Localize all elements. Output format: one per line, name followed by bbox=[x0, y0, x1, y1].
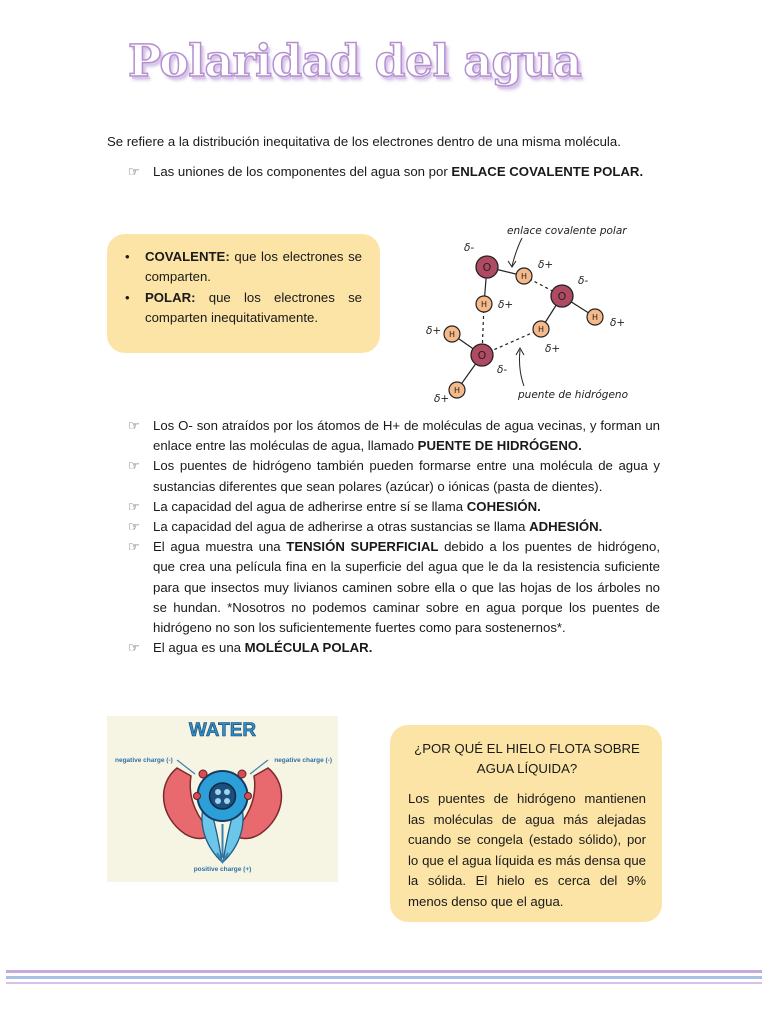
footer-line-lilac bbox=[6, 982, 762, 984]
definition-polar bbox=[125, 288, 362, 328]
footer-line-purple bbox=[6, 970, 762, 973]
delta-minus-label: δ- bbox=[578, 275, 589, 287]
hydrogen-atom bbox=[449, 382, 465, 398]
water-title: WATER bbox=[188, 720, 257, 741]
list-item bbox=[128, 537, 660, 638]
hydrogen-atom bbox=[516, 268, 532, 284]
svg-text:O: O bbox=[482, 261, 492, 274]
facts-list bbox=[128, 416, 660, 658]
hydrogen-bond-diagram bbox=[412, 218, 642, 410]
answer-text: Los puentes de hidrógeno mantienen las moléculas de agua más alejadas cuando se congela (estado sólido), por lo que el agua líquida es más densa que la sólida. El hielo es cerca del 9% menos denso que el agua. bbox=[408, 791, 646, 909]
definition-covalente bbox=[125, 247, 362, 287]
definitions-list bbox=[125, 247, 362, 328]
list-item bbox=[128, 638, 660, 658]
delta-plus-label: δ+ bbox=[498, 299, 514, 311]
list-item bbox=[128, 497, 660, 517]
bullet-dot-icon: • bbox=[125, 249, 130, 264]
covalent-bond-label: enlace covalente polar bbox=[507, 225, 627, 237]
definition-text: que los electrones se comparten. bbox=[145, 249, 362, 284]
oxygen-atom bbox=[471, 344, 493, 366]
pointing-hand-icon: ☞ bbox=[128, 418, 140, 433]
svg-text:H: H bbox=[453, 386, 461, 395]
list-item bbox=[128, 456, 660, 496]
pointing-hand-icon: ☞ bbox=[128, 164, 140, 179]
svg-text:H: H bbox=[537, 325, 545, 334]
delta-plus-label: δ+ bbox=[610, 317, 626, 329]
delta-plus-label: δ+ bbox=[434, 393, 450, 405]
fact-bold: PUENTE DE HIDRÓGENO. bbox=[417, 438, 582, 454]
hydrogen-atom bbox=[444, 326, 460, 342]
svg-text:H: H bbox=[520, 272, 528, 281]
fact-text: La capacidad del agua de adherirse entre sí se llama bbox=[153, 498, 467, 514]
svg-text:O: O bbox=[557, 290, 567, 303]
fact-text: La capacidad del agua de adherirse a otras sustancias se llama bbox=[153, 519, 530, 535]
fact-text: debido a los puentes de hidrógeno, que crea una película fina en la superficie del agua que le da la resistencia suficiente para que insectos muy livianos caminen sobre ella o que las hojas de los árboles no se hundan. *Nosotros no podemos caminar sobre en agua porque los puentes de hidrógeno no son los suficientemente fuertes como para sostenernos*. bbox=[153, 539, 661, 636]
fact-text: El agua muestra una bbox=[153, 539, 287, 555]
definition-term: POLAR: bbox=[145, 290, 196, 305]
fact-bold: TENSIÓN SUPERFICIAL bbox=[286, 539, 439, 555]
fact-bold: COHESIÓN. bbox=[466, 498, 541, 514]
pointing-hand-icon: ☞ bbox=[128, 640, 140, 656]
question-heading: ¿POR QUÉ EL HIELO FLOTA SOBRE AGUA LÍQUIDA? bbox=[414, 741, 640, 776]
delta-plus-label: δ+ bbox=[538, 259, 554, 271]
definitions-box bbox=[107, 234, 380, 353]
list-item bbox=[128, 517, 660, 537]
svg-text:H: H bbox=[480, 300, 488, 309]
fact-bold: MOLÉCULA POLAR. bbox=[244, 640, 373, 656]
ice-question-box bbox=[390, 725, 662, 922]
intro-text: Se refiere a la distribución inequitativa de los electrones dentro de una misma molécula. bbox=[107, 134, 621, 149]
page-title: Polaridad del agua bbox=[128, 36, 582, 87]
positive-charge-label: positive charge (+) bbox=[193, 866, 252, 873]
fact-text: Los O- son atraídos por los átomos de H+ de moléculas de agua vecinas, y forman un enlace entre las moléculas de agua, llamado bbox=[153, 418, 660, 454]
delta-plus-label: δ+ bbox=[426, 325, 442, 337]
fact-text: El agua es una bbox=[153, 640, 245, 656]
covalent-bond-bullet bbox=[128, 162, 668, 182]
svg-text:H: H bbox=[591, 313, 599, 322]
oxygen-atom bbox=[476, 256, 498, 278]
pointing-hand-icon: ☞ bbox=[128, 458, 140, 474]
hydrogen-bond-label: puente de hidrógeno bbox=[518, 389, 628, 401]
definition-text: que los electrones se comparten inequitativamente. bbox=[145, 290, 362, 325]
pointing-hand-icon: ☞ bbox=[128, 519, 140, 535]
water-molecule-icon bbox=[107, 716, 338, 882]
delta-minus-label: δ- bbox=[464, 242, 475, 254]
hydrogen-atom bbox=[533, 321, 549, 337]
pointing-hand-icon: ☞ bbox=[128, 498, 140, 514]
bullet-dot-icon: • bbox=[125, 290, 130, 305]
hydrogen-atom bbox=[587, 309, 603, 325]
delta-minus-label: δ- bbox=[497, 364, 508, 376]
svg-text:O: O bbox=[477, 349, 487, 362]
definition-term: COVALENTE: bbox=[145, 249, 230, 264]
fact-bold: ADHESIÓN. bbox=[529, 519, 603, 535]
footer-line-blue bbox=[6, 976, 762, 979]
delta-plus-label: δ+ bbox=[545, 343, 561, 355]
water-molecule-illustration bbox=[107, 716, 338, 882]
negative-charge-label: negative charge (-) bbox=[274, 757, 332, 764]
negative-charge-label: negative charge (-) bbox=[115, 757, 173, 764]
list-item bbox=[128, 416, 660, 456]
fact-text: Los puentes de hidrógeno también pueden formarse entre una molécula de agua y sustancias diferentes que sean polares (azúcar) o iónicas (pasta de dientes). bbox=[153, 458, 660, 494]
hydrogen-atom bbox=[476, 296, 492, 312]
bullet-text: Las uniones de los componentes del agua son por bbox=[153, 164, 452, 179]
svg-text:H: H bbox=[448, 330, 456, 339]
footer-divider bbox=[6, 970, 762, 987]
pointing-hand-icon: ☞ bbox=[128, 539, 140, 555]
bullet-bold: ENLACE COVALENTE POLAR. bbox=[451, 164, 644, 179]
oxygen-atom bbox=[551, 285, 573, 307]
